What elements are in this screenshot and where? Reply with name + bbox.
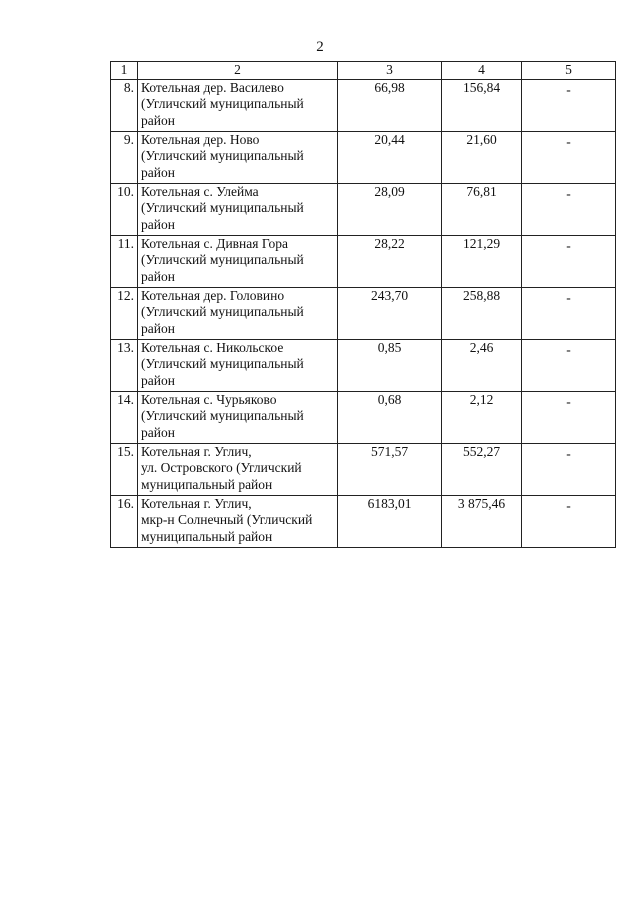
value-col-4: 121,29	[442, 235, 522, 287]
boiler-name-line1: Котельная г. Углич,	[141, 495, 252, 511]
boiler-name-cell	[138, 79, 338, 131]
row-number: 13.	[111, 339, 138, 391]
value-col-3: 66,98	[338, 79, 442, 131]
boiler-name-line1: Котельная с. Никольское	[141, 339, 284, 355]
heat-sources-table	[110, 61, 616, 548]
row-number: 9.	[111, 131, 138, 183]
boiler-name-cell	[138, 391, 338, 443]
value-col-4: 258,88	[442, 287, 522, 339]
value-col-5: -	[522, 287, 616, 339]
table-body	[111, 79, 616, 547]
value-col-5: -	[522, 131, 616, 183]
boiler-name-cell	[138, 183, 338, 235]
boiler-name-line3: район	[141, 216, 175, 232]
boiler-name-line1: Котельная с. Чурьяково	[141, 391, 277, 407]
boiler-name-line1: Котельная с. Дивная Гора	[141, 235, 288, 251]
table-row	[111, 391, 616, 443]
boiler-name-line3: район	[141, 320, 175, 336]
value-col-3: 571,57	[338, 443, 442, 495]
boiler-name-cell	[138, 287, 338, 339]
boiler-name-line1: Котельная дер. Василево	[141, 79, 284, 95]
table-row	[111, 235, 616, 287]
page-number: 2	[316, 39, 324, 55]
boiler-name-line2: ул. Островского (Угличский	[141, 460, 302, 475]
boiler-name-line3: район	[141, 164, 175, 180]
table-header	[111, 62, 616, 80]
boiler-name-cell	[138, 443, 338, 495]
value-col-5: -	[522, 183, 616, 235]
row-number: 16.	[111, 495, 138, 547]
header-col-2: 2	[138, 62, 338, 80]
header-col-1: 1	[111, 62, 138, 80]
value-col-5: -	[522, 495, 616, 547]
boiler-name-line3: район	[141, 112, 175, 128]
row-number: 10.	[111, 183, 138, 235]
boiler-name-line2: (Угличский муниципальный	[141, 200, 304, 215]
header-row	[111, 62, 616, 80]
value-col-3: 0,85	[338, 339, 442, 391]
value-col-4: 76,81	[442, 183, 522, 235]
boiler-name-line2: (Угличский муниципальный	[141, 356, 304, 371]
table-row	[111, 495, 616, 547]
boiler-name-line2: (Угличский муниципальный	[141, 304, 304, 319]
table-row	[111, 339, 616, 391]
value-col-3: 243,70	[338, 287, 442, 339]
value-col-5: -	[522, 79, 616, 131]
boiler-name-line1: Котельная с. Улейма	[141, 183, 259, 199]
value-col-3: 6183,01	[338, 495, 442, 547]
value-col-3: 28,22	[338, 235, 442, 287]
boiler-name-line2: (Угличский муниципальный	[141, 252, 304, 267]
row-number: 12.	[111, 287, 138, 339]
value-col-4: 21,60	[442, 131, 522, 183]
boiler-name-line1: Котельная г. Углич,	[141, 443, 252, 459]
value-col-3: 20,44	[338, 131, 442, 183]
boiler-name-line3: район	[141, 268, 175, 284]
value-col-4: 552,27	[442, 443, 522, 495]
boiler-name-line2: (Угличский муниципальный	[141, 148, 304, 163]
boiler-name-line2: мкр-н Солнечный (Угличский	[141, 512, 313, 527]
row-number: 14.	[111, 391, 138, 443]
table-row	[111, 443, 616, 495]
boiler-name-line2: (Угличский муниципальный	[141, 96, 304, 111]
value-col-5: -	[522, 443, 616, 495]
header-col-5: 5	[522, 62, 616, 80]
value-col-3: 28,09	[338, 183, 442, 235]
value-col-5: -	[522, 391, 616, 443]
boiler-name-line3: район	[141, 424, 175, 440]
boiler-name-cell	[138, 131, 338, 183]
value-col-3: 0,68	[338, 391, 442, 443]
boiler-name-cell	[138, 495, 338, 547]
table-row	[111, 79, 616, 131]
boiler-name-line1: Котельная дер. Головино	[141, 287, 285, 303]
value-col-4: 3 875,46	[442, 495, 522, 547]
value-col-4: 2,46	[442, 339, 522, 391]
table-row	[111, 131, 616, 183]
header-col-4: 4	[442, 62, 522, 80]
row-number: 15.	[111, 443, 138, 495]
value-col-4: 2,12	[442, 391, 522, 443]
value-col-4: 156,84	[442, 79, 522, 131]
boiler-name-line3: район	[141, 372, 175, 388]
row-number: 8.	[111, 79, 138, 131]
table-row	[111, 183, 616, 235]
value-col-5: -	[522, 339, 616, 391]
boiler-name-line3: муниципальный район	[141, 476, 273, 492]
boiler-name-cell	[138, 339, 338, 391]
boiler-name-line1: Котельная дер. Ново	[141, 131, 260, 147]
boiler-name-line3: муниципальный район	[141, 528, 273, 544]
header-col-3: 3	[338, 62, 442, 80]
table-row	[111, 287, 616, 339]
value-col-5: -	[522, 235, 616, 287]
boiler-name-line2: (Угличский муниципальный	[141, 408, 304, 423]
boiler-name-cell	[138, 235, 338, 287]
row-number: 11.	[111, 235, 138, 287]
